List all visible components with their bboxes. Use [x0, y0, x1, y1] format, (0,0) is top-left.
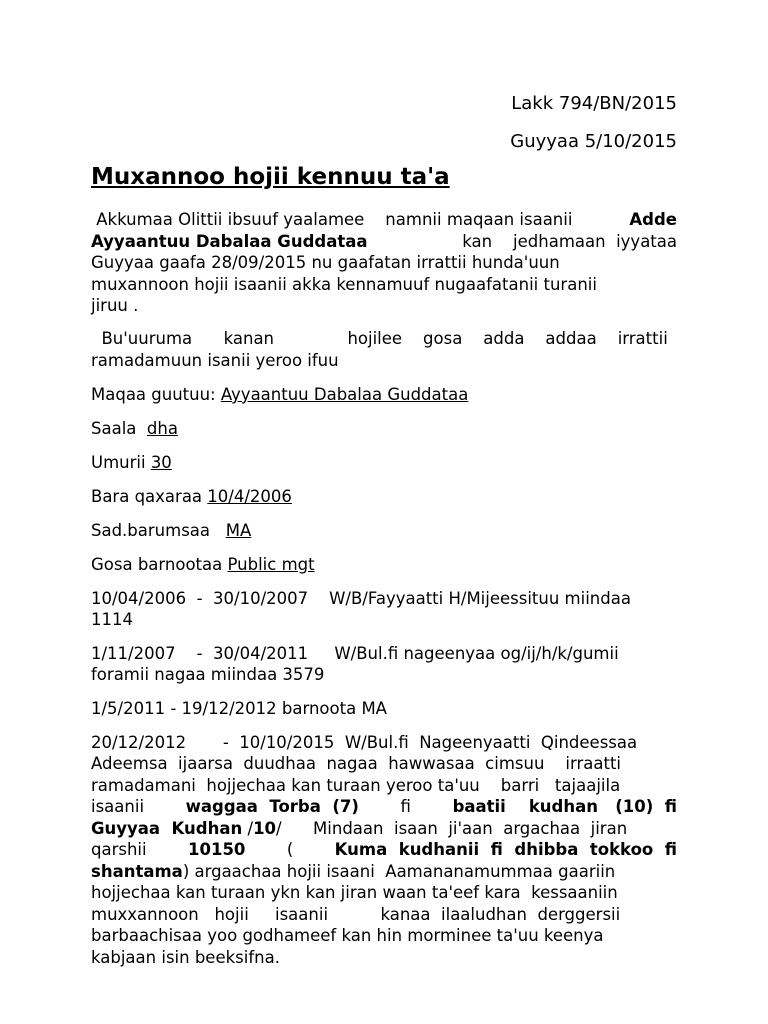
intro-line-4: muxannoon hojii isaanii akka kennamuuf nugaafatanii turanii: [91, 275, 597, 294]
reference-number: Lakk 794/BN/2015: [511, 93, 677, 114]
field-value: 30: [150, 453, 172, 472]
field-label: Maqaa guutuu:: [91, 385, 221, 404]
closing-text: fi: [400, 797, 411, 816]
closing-line-3: ramadamani hojjechaa kan turaan yeroo ta'uu barri tajaajila: [91, 776, 621, 795]
closing-line-11: kabjaan isin beeksifna.: [91, 948, 280, 967]
intro-line-1: [91, 209, 677, 231]
closing-line-4: [91, 796, 677, 818]
closing-bold-salary-words: Kuma kudhanii fi dhibba tokkoo fi: [334, 840, 677, 859]
closing-bold-ten: 10: [253, 819, 277, 838]
intro-bold: Adde: [629, 210, 677, 229]
intro-person-name: Ayyaantuu Dabalaa Guddataa: [91, 232, 368, 251]
closing-line-1: 20/12/2012 - 10/10/2015 W/Bul.fi Nageenyaatti Qindeessaa: [91, 733, 638, 752]
field-value: 10/4/2006: [207, 487, 292, 506]
field-label: Umurii: [91, 453, 151, 472]
intro-line-5: jiruu .: [91, 296, 139, 315]
intro-text: Akkumaa Olittii ibsuuf yaalamee namnii maqaan isaanii: [91, 210, 583, 229]
field-label: Sad.barumsaa: [91, 521, 226, 540]
closing-line-7: [91, 861, 677, 883]
field-sex: [91, 418, 677, 440]
closing-line-6: [91, 839, 677, 861]
history-entry-2-line-2: foramii nagaa miindaa 3579: [91, 665, 325, 684]
field-education-level: [91, 520, 677, 542]
closing-line-2: Adeemsa ijaarsa duudhaa nagaa hawwasaa cimsuu irraatti: [91, 754, 622, 773]
field-hire-date: [91, 486, 677, 508]
closing-line-9: muxxannoon hojii isaanii kanaa ilaaludhan derggersii: [91, 905, 621, 924]
letter-date: Guyyaa 5/10/2015: [510, 131, 677, 152]
history-entry-2-line-1: 1/11/2007 - 30/04/2011 W/Bul.fi nageenyaa og/ij/h/k/gumii: [91, 644, 619, 663]
intro-line-2: [91, 231, 677, 253]
closing-line-5: [91, 818, 677, 840]
field-label: Saala: [91, 419, 147, 438]
field-study-field: [91, 554, 677, 576]
para2-line-2: ramadamuun isanii yeroo ifuu: [91, 351, 339, 370]
field-age: [91, 452, 677, 474]
closing-text: isaanii: [91, 797, 145, 816]
closing-text: /: [242, 819, 254, 838]
closing-bold-days: Guyyaa Kudhan: [91, 819, 243, 838]
history-entry-1-line-2: 1114: [91, 610, 133, 629]
closing-line-8: hojjechaa kan turaan ykn kan jiran waan ta'eef kara kessaaniin: [91, 883, 618, 902]
history-entry-1-line-1: 10/04/2006 - 30/10/2007 W/B/Fayyaatti H/Mijeessituu miindaa: [91, 589, 631, 608]
field-value: MA: [225, 521, 252, 540]
letter-title: Muxannoo hojii kennuu ta'a: [91, 164, 450, 190]
closing-text: qarshii: [91, 840, 147, 859]
closing-text: / Mindaan isaan ji'aan argachaa jiran: [276, 819, 628, 838]
field-label: Gosa barnootaa: [91, 555, 228, 574]
closing-bold-salary: 10150: [188, 840, 246, 859]
intro-line-3: Guyyaa gaafa 28/09/2015 nu gaafatan irrattii hunda'uun: [91, 253, 560, 272]
closing-bold-fifty: shantama: [91, 862, 183, 881]
field-value: Ayyaantuu Dabalaa Guddataa: [220, 385, 469, 404]
intro-text: kan jedhamaan iyyataa: [457, 232, 677, 251]
field-full-name: [91, 384, 677, 406]
field-value: Public mgt: [227, 555, 315, 574]
para2-line-1: Bu'uuruma kanan hojilee gosa adda addaa irrattii: [91, 329, 668, 348]
field-label: Bara qaxaraa: [91, 487, 208, 506]
closing-bold-months: baatii kudhan (10) fi: [452, 797, 677, 816]
history-entry-3: 1/5/2011 - 19/12/2012 barnoota MA: [91, 699, 387, 718]
closing-text: (: [286, 840, 294, 859]
closing-bold-years: waggaa Torba (7): [185, 797, 359, 816]
closing-line-10: barbaachisaa yoo godhameef kan hin morminee ta'uu keenya: [91, 926, 604, 945]
field-value: dha: [146, 419, 178, 438]
closing-text: ) argaachaa hojii isaani Aamananamummaa gaariin: [182, 862, 616, 881]
